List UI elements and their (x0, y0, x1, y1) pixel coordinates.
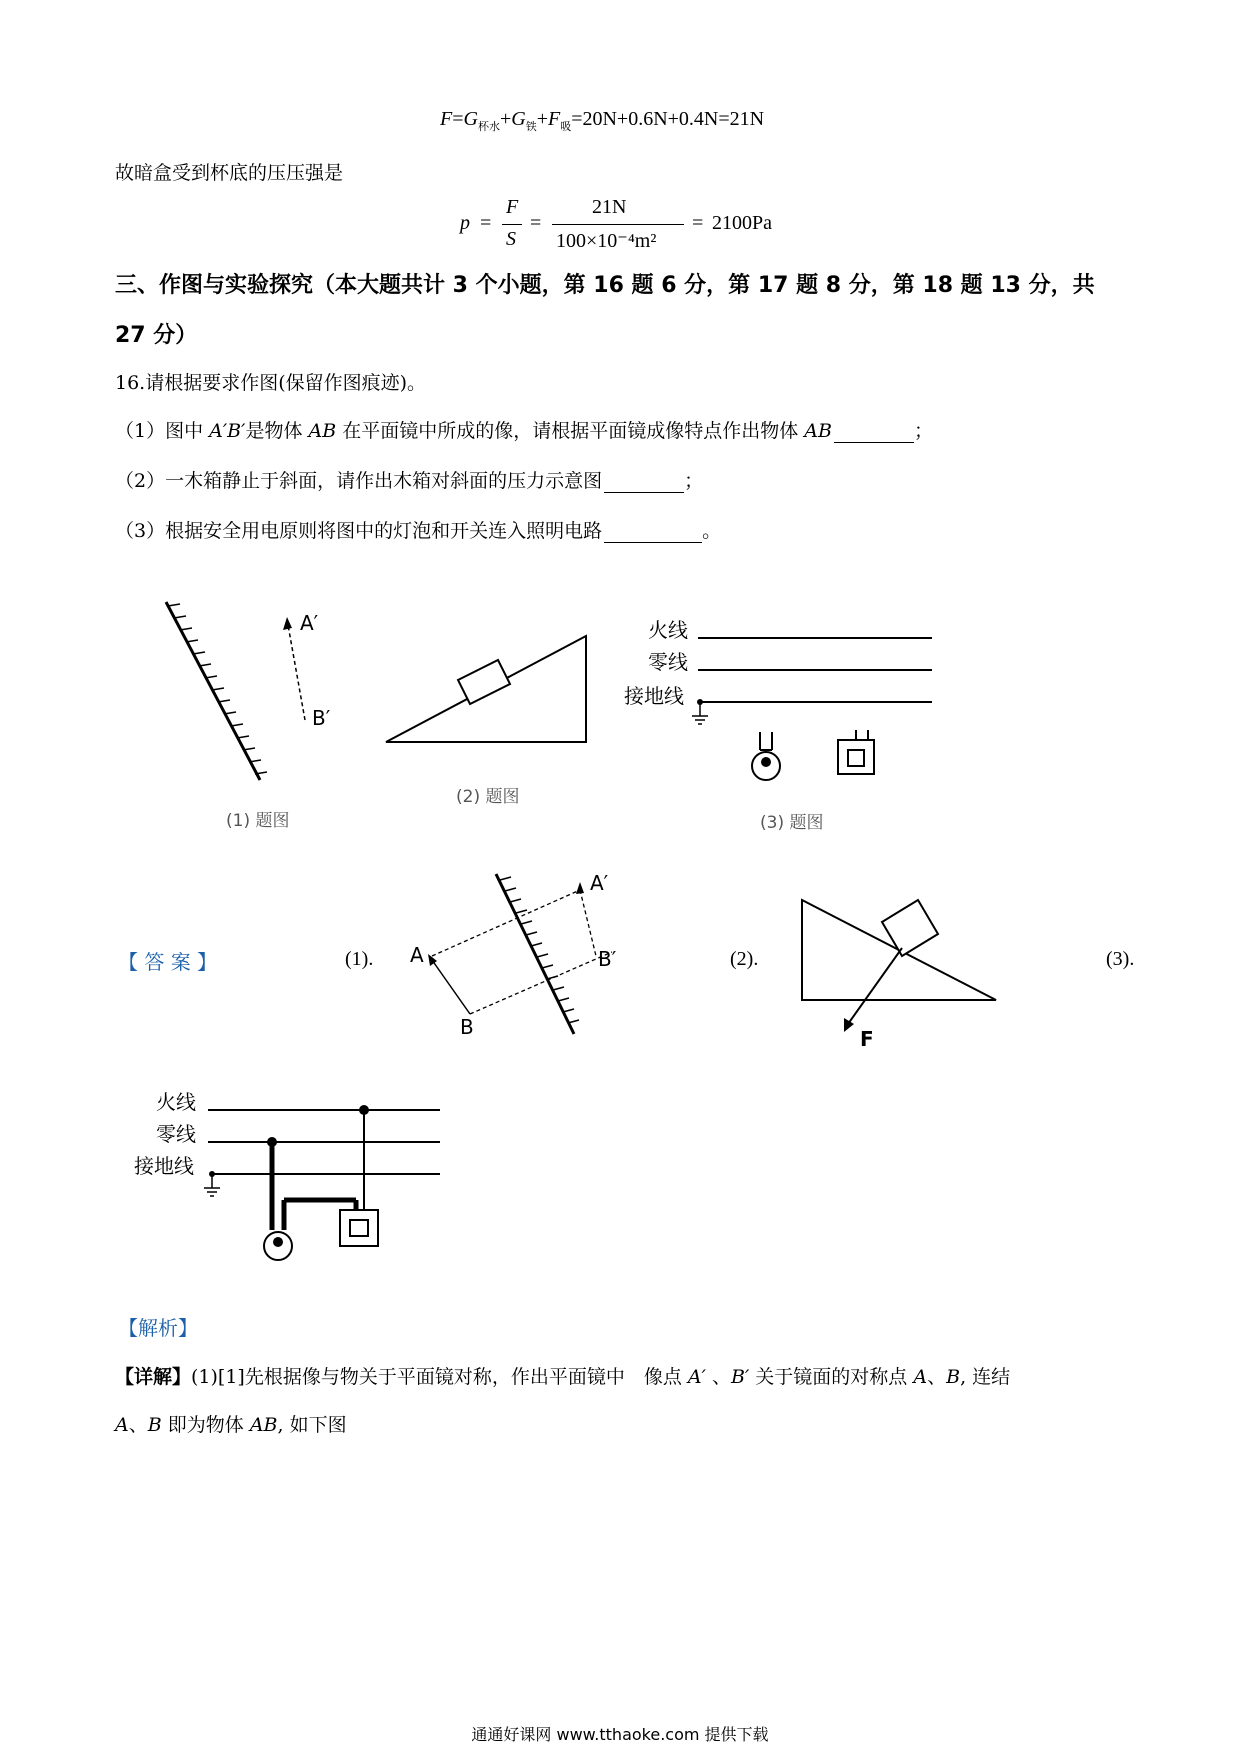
question-16-title: 16.请根据要求作图(保留作图痕迹)。 (115, 372, 427, 394)
force-formula: $F=G_{杯水}+G_铁+F_吸=20N+0.6N+0.4N=21N$ (440, 108, 765, 133)
answer-figure-2 (790, 886, 1010, 1056)
figure-2-incline (380, 620, 600, 760)
label-b: B (460, 1015, 474, 1039)
pressure-intro: 故暗盒受到杯底的压压强是 (115, 162, 344, 184)
footer: 通通好课网 www.tthaoke.com 提供下载 (471, 1725, 769, 1744)
figure-1-caption: (1) 题图 (226, 811, 290, 831)
answer-figure-3: 火线 零线 接地线 (120, 1086, 450, 1296)
question-16-part2: （2）一木箱静止于斜面，请作出木箱对斜面的压力示意图 ； (115, 470, 704, 492)
label-b-prime: B′ (312, 706, 331, 730)
question-16-part1: （1）图中 A′B′是物体 AB 在平面镜中所成的像，请根据平面镜成像特点作出物体 AB ； (115, 420, 933, 442)
live-wire-label: 火线 (648, 618, 688, 642)
section-heading: 三、作图与实验探究（本大题共计 3 个小题，第 16 题 6 分，第 17 题 8 分，第 18 题 13 分，共 (115, 273, 1095, 298)
detail-line-2: A、B 即为物体 AB, 如下图 (115, 1414, 347, 1436)
label-a: A (410, 943, 424, 967)
figure-3-caption: (3) 题图 (760, 813, 824, 833)
figure-1-mirror (150, 590, 370, 790)
answer-figure-1 (400, 866, 650, 1046)
answer-blank (834, 424, 914, 443)
label-a-prime: A′ (300, 611, 319, 635)
label-b-prime: B′ (598, 947, 617, 971)
detail-line-1: 【详解】(1)[1]先根据像与物关于平面镜对称，作出平面镜中 像点 A′ 、B′ 关于镜面的对称点 A、B, 连结 (115, 1366, 1011, 1388)
label-a-prime: A′ (590, 871, 609, 895)
answer-blank (604, 524, 702, 543)
figure-2-caption: (2) 题图 (456, 787, 520, 807)
question-16-part3: （3）根据安全用电原则将图中的灯泡和开关连入照明电路 。 (115, 520, 722, 542)
label-force: F (860, 1027, 874, 1051)
figure-3-wiring (600, 600, 960, 820)
answer-blank (604, 474, 684, 493)
pressure-formula: p = F S = 21N 100×10⁻⁴m² = 2100Pa (460, 196, 772, 252)
answer-number-3: (3). (1106, 948, 1135, 970)
answer-number-2: (2). (730, 948, 759, 970)
analysis-tag: 【解析】 (118, 1316, 198, 1340)
section-heading-cont: 27 分） (115, 323, 198, 348)
answer-tag: 【 答 案 】 (118, 950, 218, 974)
answer-number-1: (1). (345, 948, 374, 970)
ground-wire-label: 接地线 (624, 684, 684, 708)
neutral-wire-label: 零线 (648, 650, 688, 674)
